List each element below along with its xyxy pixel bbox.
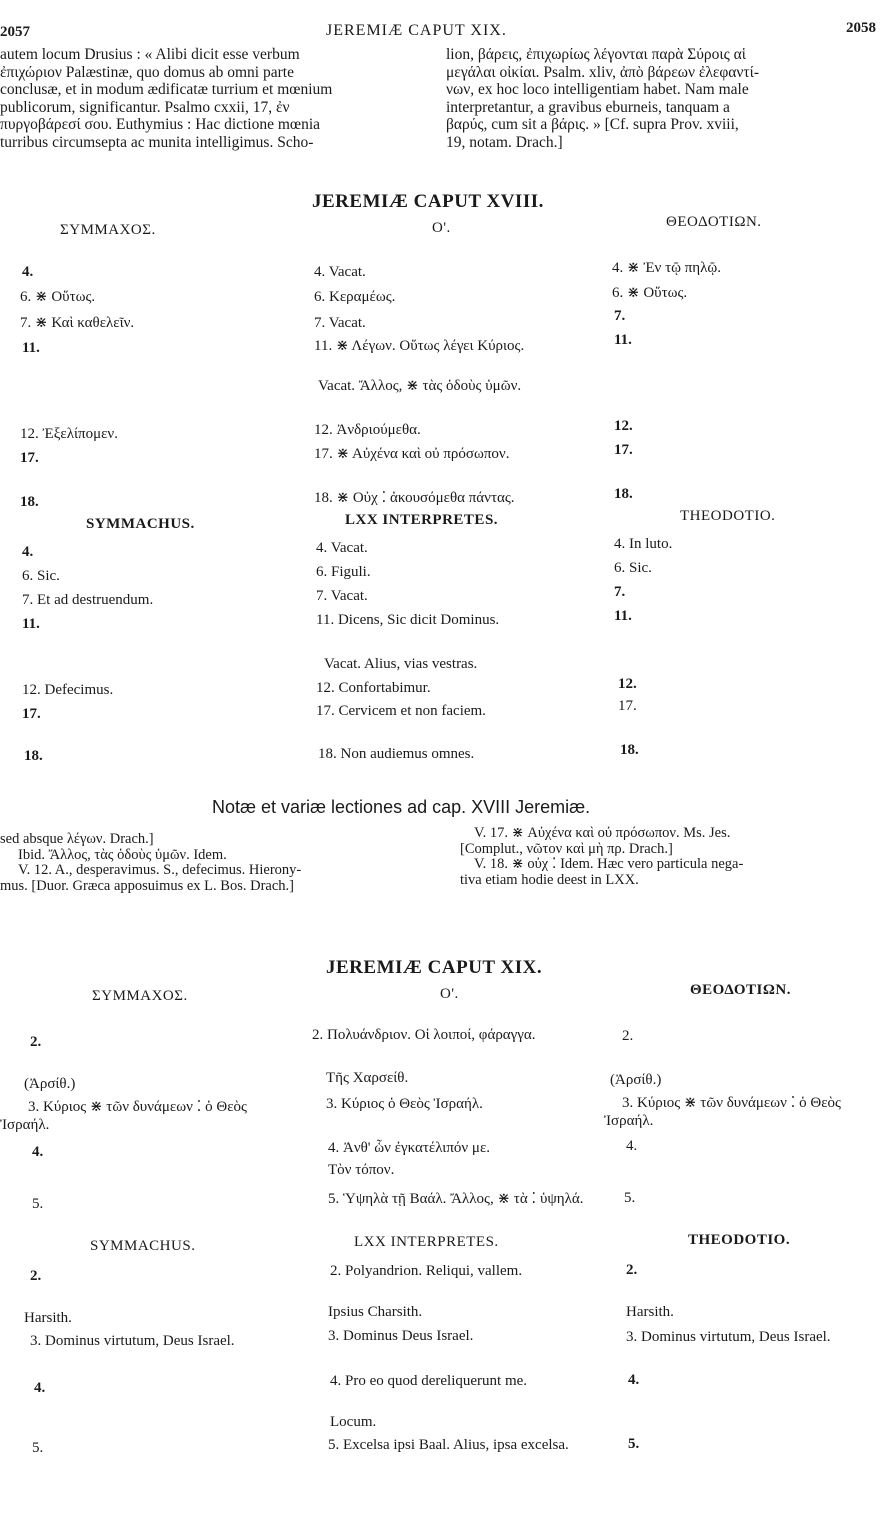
prose-line: ἐπιχώριον Palæstinæ, quo domus ab omni parte (0, 63, 294, 81)
ch18-greek-theo-7: 7. (614, 308, 626, 324)
ch19-greek-lxx-topon: Τὸν τόπον. (328, 1162, 395, 1178)
ch18-greek-theo-4: 4. ⋇ Ἐν τῷ πηλῷ. (612, 260, 722, 276)
ch18-greek-lxx-11: 11. ⋇ Λέγων. Οὕτως λέγει Κύριος. (314, 338, 525, 354)
ch19-greek-theo-4: 4. (626, 1138, 638, 1154)
prose-line: lion, βάρεις, ἐπιχωρίως λέγονται παρὰ Σύροις αἱ (446, 46, 746, 63)
note-line: V. 12. A., desperavimus. S., defecimus. Hierony- (18, 862, 302, 878)
ch18-greek-sym-12: 12. Ἐξελίπομεν. (20, 426, 118, 442)
ch19-latin-theo-5: 5. (628, 1436, 640, 1452)
ch19-latin-theo-harsith: Harsith. (626, 1304, 674, 1320)
ch18-greek-theo-17: 17. (614, 442, 633, 458)
ch18-latin-sym-6: 6. Sic. (22, 568, 60, 584)
notes-right (446, 826, 876, 888)
chapter-19-title: JEREMIÆ CAPUT XIX. (326, 957, 543, 978)
prose-line: interpretantur, a gravibus eburneis, tanquam a (446, 98, 730, 116)
note-line: Ibid. Ἄλλος, τὰς ὁδοὺς ὑμῶν. Idem. (18, 846, 227, 863)
ch18-latin-theo-12: 12. (618, 676, 637, 692)
ch19-greek-lxx-3: 3. Κύριος ὁ Θεὸς Ἰσραήλ. (326, 1096, 483, 1112)
ch18-latin-theo-11: 11. (614, 608, 632, 624)
ch18-greek-sym-4: 4. (22, 264, 34, 280)
chapter-18-title: JEREMIÆ CAPUT XVIII. (312, 191, 544, 212)
ch19-greek-theo-5: 5. (624, 1190, 636, 1206)
ch18-greek-head-lxx: O'. (432, 220, 451, 236)
note-line: [Complut., νῶτον καὶ μὴ πρ. Drach.] (460, 840, 673, 857)
ch18-latin-lxx-11: 11. Dicens, Sic dicit Dominus. (316, 612, 500, 628)
prose-line: νων, ex hoc loco intelligentiam habet. Nam male (446, 81, 749, 98)
page-number-left: 2057 (0, 24, 30, 40)
ch19-greek-sym-3: 3. Κύριος ⋇ τῶν δυνάμεων ⁚ ὁ Θεὸς Ἰσραήλ. (0, 1099, 247, 1133)
ch18-greek-sym-18: 18. (20, 494, 39, 510)
prose-line: 19, notam. Drach.] (446, 133, 563, 151)
ch18-greek-lxx-18: 18. ⋇ Οὐχ ⁚ ἀκουσόμεθα πάντας. (314, 490, 515, 506)
prose-line: conclusæ, et in modum ædificatæ turrium et mœnium (0, 81, 333, 98)
running-head: JEREMIÆ CAPUT XIX. (326, 22, 507, 39)
ch18-latin-sym-4: 4. (22, 544, 34, 560)
ch18-latin-lxx-18: 18. Non audiemus omnes. (318, 746, 475, 762)
ch19-latin-sym-harsith: Harsith. (24, 1310, 72, 1326)
ch18-latin-theo-17: 17. (618, 698, 637, 714)
notes-title: Notæ et variæ lectiones ad cap. XVIII Jeremiæ. (212, 797, 591, 817)
ch18-latin-theo-18: 18. (620, 742, 639, 758)
ch18-greek-theo-6: 6. ⋇ Οὕτως. (612, 285, 688, 301)
ch19-latin-theo-3: 3. Dominus virtutum, Deus Israel. (626, 1329, 831, 1345)
ch19-latin-sym-3: 3. Dominus virtutum, Deus Israel. (30, 1333, 235, 1349)
ch19-latin-head-symmachus: SYMMACHUS. (90, 1238, 196, 1254)
notes-left (0, 832, 436, 894)
ch18-latin-sym-17: 17. (22, 706, 41, 722)
ch19-latin-sym-5: 5. (32, 1440, 44, 1456)
ch19-greek-sym-2: 2. (30, 1034, 42, 1050)
ch18-latin-head-theodotio: THEODOTIO. (680, 508, 776, 524)
ch18-latin-head-symmachus: SYMMACHUS. (86, 516, 195, 532)
ch18-latin-sym-18: 18. (24, 748, 43, 764)
prose-line: publicorum, significantur. Psalmo cxxii, 17, ἐν (0, 98, 290, 116)
ch19-latin-theo-2: 2. (626, 1262, 638, 1278)
note-line: V. 18. ⋇ οὐχ ⁚ Idem. Hæc vero particula nega- (474, 856, 744, 872)
prose-line: autem locum Drusius : « Alibi dicit esse verbum (0, 46, 300, 63)
note-line: mus. [Duor. Græca apposuimus ex L. Bos. Drach.] (0, 877, 294, 894)
ch19-latin-head-lxx: LXX INTERPRETES. (354, 1234, 499, 1250)
ch19-greek-sym-4: 4. (32, 1144, 44, 1160)
ch19-latin-lxx-2: 2. Polyandrion. Reliqui, vallem. (330, 1263, 523, 1279)
ch18-greek-lxx-6: 6. Κεραμέως. (314, 289, 396, 305)
ch19-greek-sym-5: 5. (32, 1196, 44, 1212)
ch18-greek-theo-18: 18. (614, 486, 633, 502)
ch18-greek-lxx-17: 17. ⋇ Αὐχένα καὶ οὐ πρόσωπον. (314, 446, 510, 462)
ch18-greek-lxx-12: 12. Ἀνδριούμεθα. (314, 422, 421, 438)
note-line: sed absque λέγων. Drach.] (0, 831, 154, 847)
ch19-greek-head-lxx: O'. (440, 986, 459, 1002)
prose-line: πυργοβάρεσί σου. Euthymius : Hac dictione mœnia (0, 116, 321, 133)
note-line: V. 17. ⋇ Αὐχένα καὶ οὐ πρόσωπον. Ms. Jes. (474, 825, 731, 841)
ch18-greek-lxx-7: 7. Vacat. (314, 315, 366, 331)
ch18-greek-sym-17: 17. (20, 450, 39, 466)
ch18-latin-sym-12: 12. Defecimus. (22, 682, 114, 698)
ch18-greek-head-theodotion: ΘΕΟΔΟΤΙΩΝ. (666, 214, 762, 230)
ch19-latin-lxx-charsith: Ipsius Charsith. (328, 1304, 423, 1320)
ch18-latin-theo-4: 4. In luto. (614, 536, 673, 552)
page-number-right: 2058 (846, 20, 876, 36)
ch19-latin-sym-2: 2. (30, 1268, 42, 1284)
ch18-greek-theo-11: 11. (614, 332, 632, 348)
ch19-latin-lxx-4: 4. Pro eo quod dereliquerunt me. (330, 1373, 528, 1389)
ch18-latin-lxx-4: 4. Vacat. (316, 540, 368, 556)
ch18-greek-theo-12: 12. (614, 418, 633, 434)
prose-line: βαρύς, cum sit a βάρις. » [Cf. supra Prov. xviii, (446, 116, 739, 133)
ch19-greek-theo-2: 2. (622, 1028, 634, 1044)
top-right-prose (446, 46, 876, 151)
ch19-greek-theo-arsith: (Ἀρσίθ.) (610, 1072, 662, 1088)
prose-line: μεγάλαι οἰκίαι. Psalm. xliv, ἀπὸ βάρεων ἐλεφαντί- (446, 63, 759, 81)
ch18-latin-sym-7: 7. Et ad destruendum. (22, 592, 154, 608)
ch18-latin-lxx-6: 6. Figuli. (316, 564, 371, 580)
ch19-latin-lxx-3: 3. Dominus Deus Israel. (328, 1328, 474, 1344)
ch19-latin-sym-4: 4. (34, 1380, 46, 1396)
ch19-greek-theo-3: 3. Κύριος ⋇ τῶν δυνάμεων ⁚ ὁ Θεὸς Ἰσραήλ. (604, 1095, 841, 1129)
ch18-latin-lxx-vacat: Vacat. Alius, vias vestras. (324, 656, 478, 672)
ch19-greek-lxx-charseith: Τῆς Χαρσείθ. (326, 1070, 409, 1086)
ch18-latin-lxx-17: 17. Cervicem et non faciem. (316, 703, 486, 719)
ch18-latin-theo-7: 7. (614, 584, 626, 600)
ch19-greek-lxx-4: 4. Ἀνθ' ὧν ἐγκατέλιπόν με. (328, 1140, 491, 1156)
ch18-greek-sym-6: 6. ⋇ Οὕτως. (20, 289, 96, 305)
note-line: tiva etiam hodie deest in LXX. (460, 871, 639, 888)
top-left-prose (0, 46, 430, 151)
ch18-latin-lxx-12: 12. Confortabimur. (316, 680, 431, 696)
ch18-latin-lxx-7: 7. Vacat. (316, 588, 368, 604)
ch18-greek-lxx-4: 4. Vacat. (314, 264, 366, 280)
ch19-latin-lxx-5: 5. Excelsa ipsi Baal. Alius, ipsa excelsa. (328, 1437, 569, 1453)
ch18-greek-sym-7: 7. ⋇ Καὶ καθελεῖν. (20, 315, 135, 331)
ch19-latin-head-theodotio: THEODOTIO. (688, 1232, 791, 1248)
ch19-greek-sym-arsith: (Ἀρσίθ.) (24, 1076, 76, 1092)
ch18-latin-sym-11: 11. (22, 616, 40, 632)
ch18-latin-theo-6: 6. Sic. (614, 560, 652, 576)
ch19-greek-head-symmachus: ΣΥΜΜΑΧΟΣ. (92, 988, 188, 1004)
ch19-greek-lxx-5: 5. Ὑψηλὰ τῇ Βαάλ. Ἄλλος, ⋇ τὰ ⁚ ὑψηλά. (328, 1191, 584, 1207)
ch18-greek-lxx-vacat: Vacat. Ἄλλος, ⋇ τὰς ὁδοὺς ὑμῶν. (318, 378, 522, 394)
ch18-greek-sym-11: 11. (22, 340, 40, 356)
ch19-latin-lxx-locum: Locum. (330, 1414, 377, 1430)
ch19-greek-head-theodotion: ΘΕΟΔΟΤΙΩΝ. (690, 982, 791, 998)
ch18-greek-head-symmachus: ΣΥΜΜΑΧΟΣ. (60, 222, 156, 238)
ch19-latin-theo-4: 4. (628, 1372, 640, 1388)
prose-line: turribus circumsepta ac munita intelligimus. Scho- (0, 133, 314, 151)
ch18-latin-head-lxx: LXX INTERPRETES. (345, 512, 499, 528)
ch19-greek-lxx-2: 2. Πολυάνδριον. Οἱ λοιποί, φάραγγα. (312, 1027, 536, 1043)
